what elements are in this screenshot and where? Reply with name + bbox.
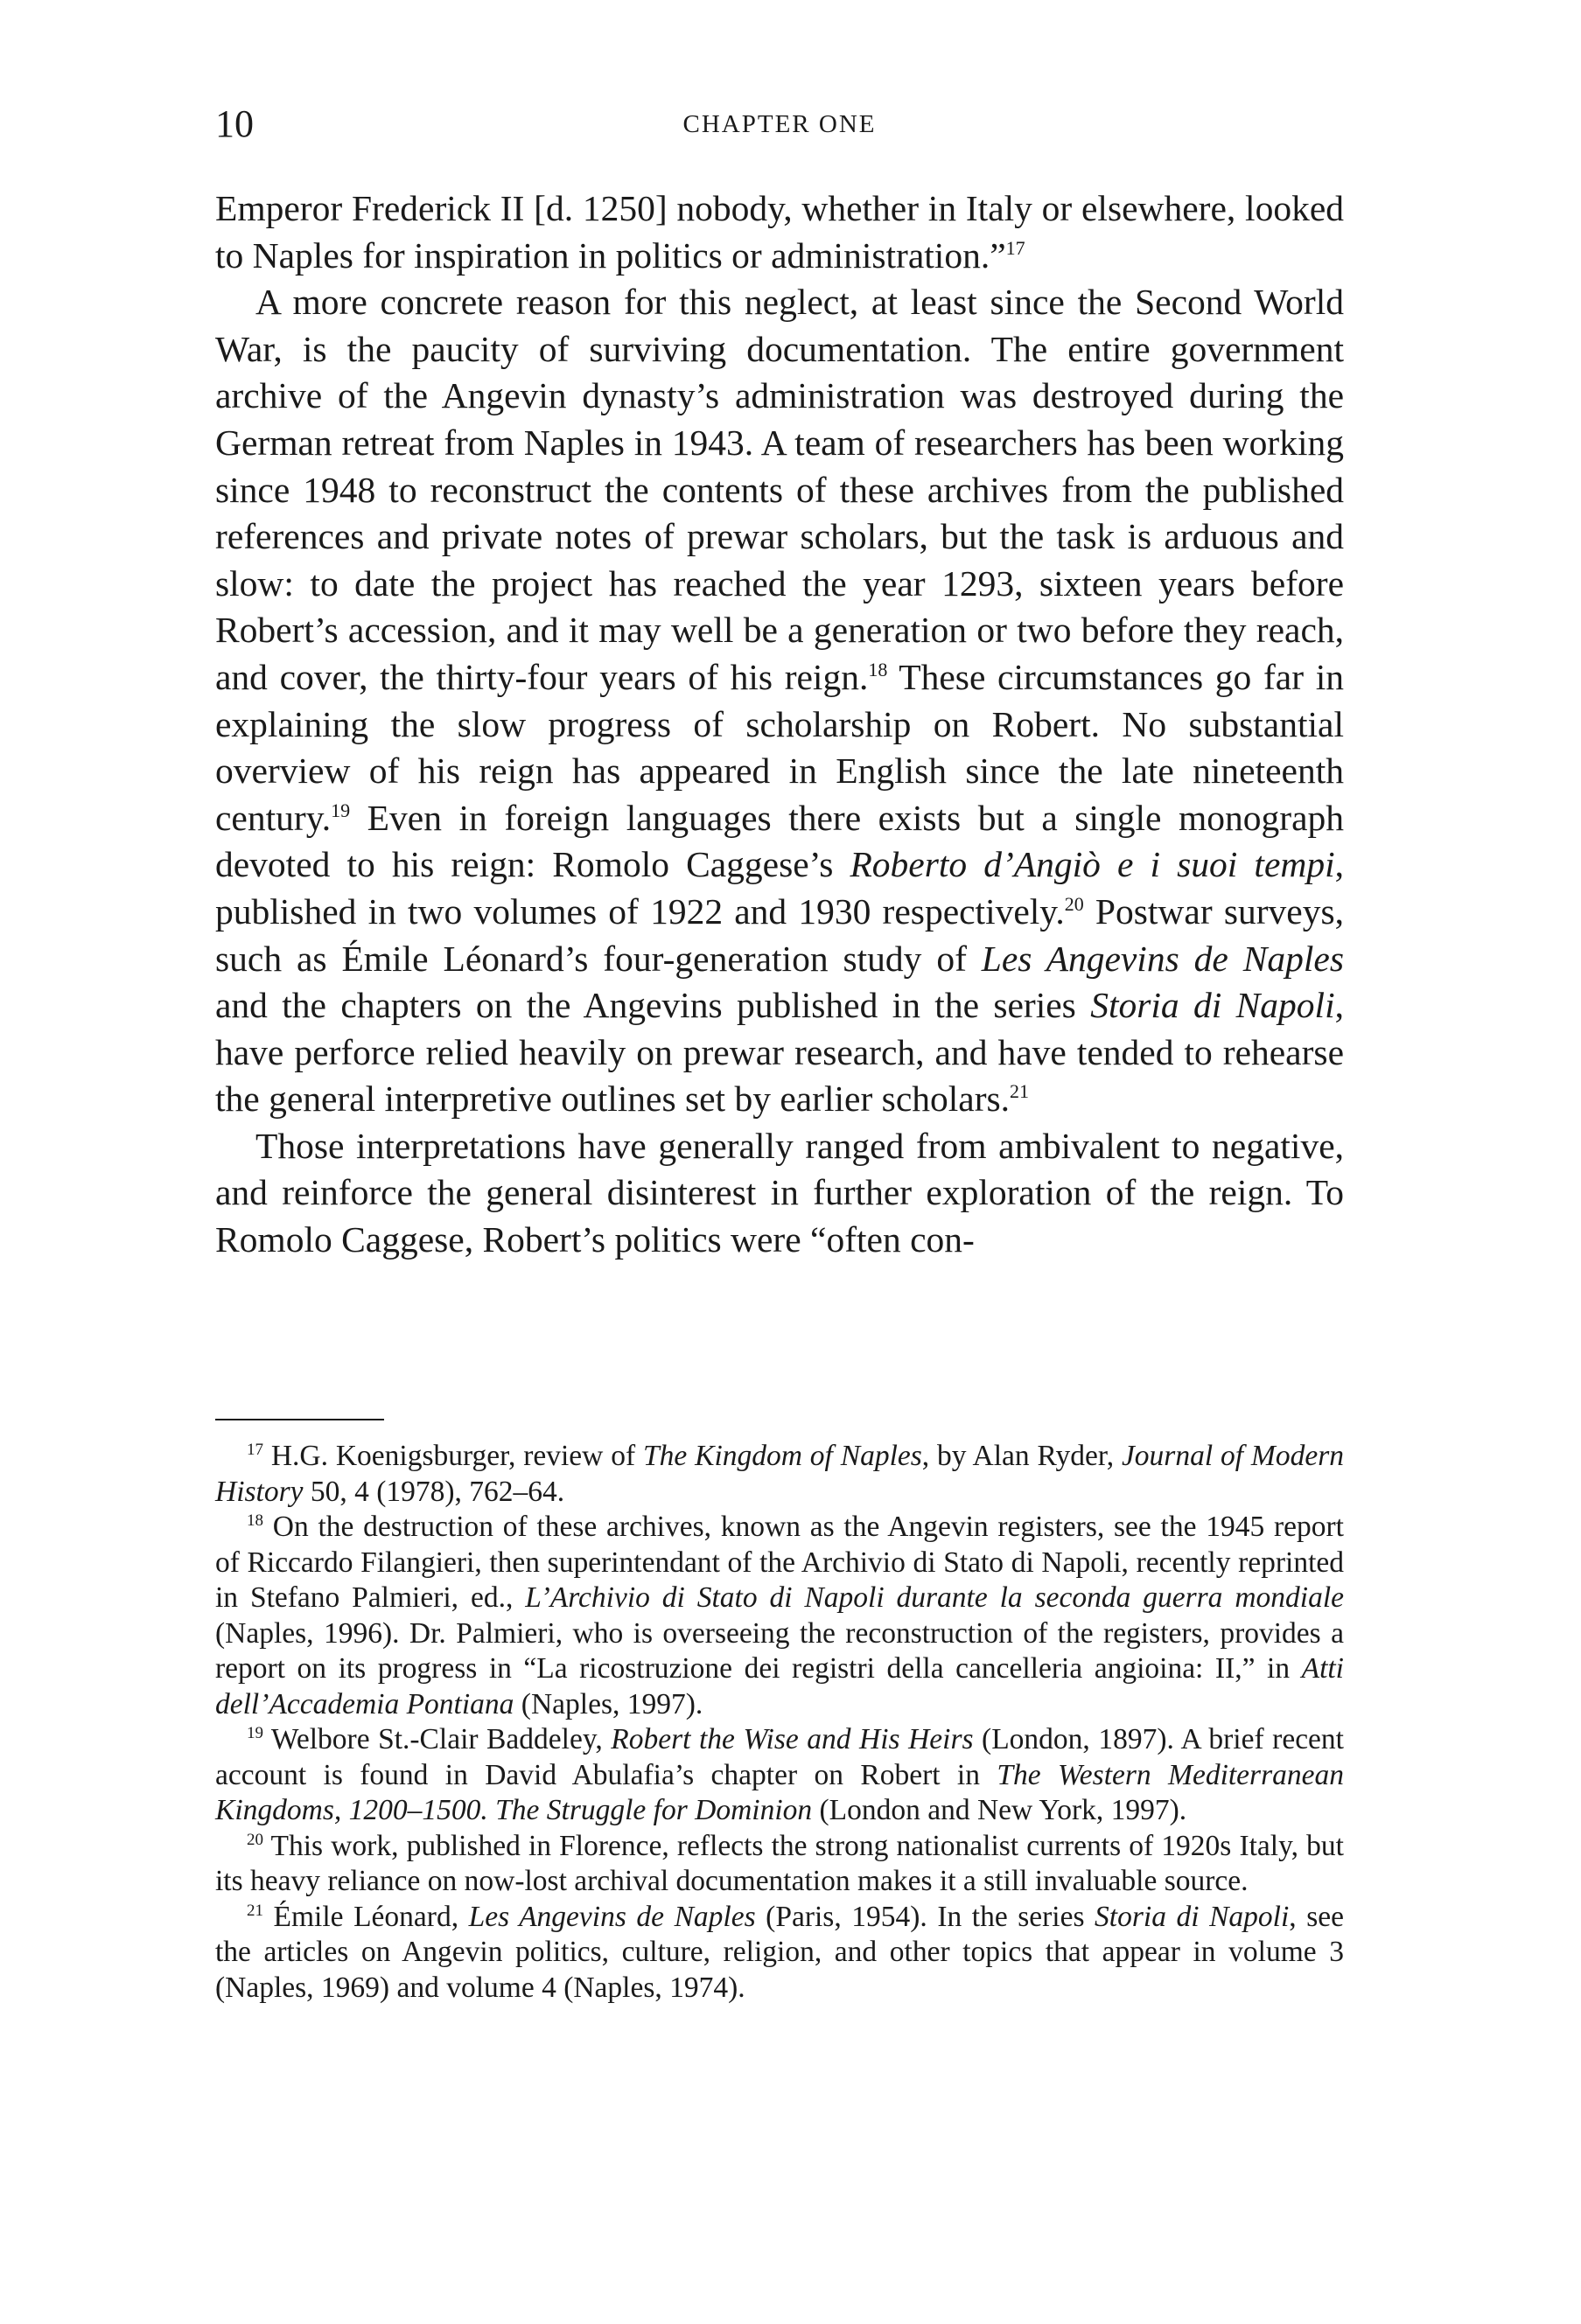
footnote-number: 18 (247, 1511, 263, 1530)
text-run: and the chapters on the Angevins published in the series (215, 985, 1091, 1026)
running-head (215, 98, 1344, 150)
text-run: 50, 4 (1978), 762–64. (303, 1475, 565, 1508)
footnote-number: 17 (247, 1440, 263, 1459)
text-run: Welbore St.-Clair Baddeley, (263, 1723, 612, 1755)
text-run: (Naples, 1997). (514, 1687, 703, 1720)
text-run: , see the articles on Angevin politics, culture, religion, and other topics that appear in volume 3 (Naples, 1969) and volume 4 (Naples, 1974). (215, 1900, 1344, 2004)
footnote-number: 19 (247, 1723, 263, 1742)
chapter-title: CHAPTER ONE (682, 110, 877, 138)
text-run: These circumstances go far in explaining the slow progress of scholarship on Robert. No substantial overview of his reign has appeared in English since the late nineteenth century. (215, 656, 1344, 838)
book-title: Les Angevins de Naples (468, 1900, 756, 1933)
footnote-19 (215, 1722, 1344, 1829)
journal-title: Journal of Modern History (215, 1440, 1344, 1508)
text-run: Postwar surveys, such as Émile Léonard’s four-generation study of (215, 890, 1345, 979)
series-title: Storia di Napoli (1095, 1900, 1290, 1933)
footnote-20 (215, 1829, 1344, 1900)
journal-title: Atti dell’Accademia Pontiana (215, 1652, 1344, 1720)
book-title: Les Angevins de Naples (981, 938, 1344, 979)
footnote-number: 20 (247, 1830, 263, 1849)
text-run: This work, published in Florence, reflects the strong nationalist currents of 1920s Italy, but its heavy reliance on now-lost archival documentation makes it a still invaluable source. (215, 1829, 1344, 1897)
footnote-number: 21 (247, 1901, 263, 1920)
paragraph-interpretations (215, 1123, 1344, 1264)
footnote-18 (215, 1510, 1344, 1722)
text-run: A more concrete reason for this neglect, at least since the Second World War, is the paucity of surviving documentation. The entire government archive of the Angevin dynasty’s administration was destroyed during the German retreat from Naples in 1943. A team of researchers has been working since 1948 to reconstruct the contents of these archives from the published references and private notes of prewar scholars, but the task is arduous and slow: to date the project has reached the year 1293, sixteen years before Robert’s accession, and it may well be a generation or two before they reach, and cover, the thirty-four years of his reign. (215, 282, 1344, 697)
series-title: Storia di Napoli (1090, 985, 1335, 1026)
footnotes (215, 1439, 1344, 2006)
footnote-ref-17[interactable]: 17 (1005, 236, 1025, 259)
footnote-ref-21[interactable]: 21 (1010, 1080, 1030, 1103)
footnote-21 (215, 1900, 1344, 2006)
footnote-ref-19[interactable]: 19 (331, 799, 351, 821)
paragraph-continued (215, 185, 1344, 279)
book-title: Roberto d’Angiò e i suoi tempi (850, 844, 1335, 885)
text-run: Émile Léonard, (263, 1900, 469, 1933)
footnote-divider (215, 1419, 384, 1420)
text-run: On the destruction of these archives, known as the Angevin registers, see the 1945 report of Riccardo Filangieri, then superintendant of the Archivio di Stato di Napoli, recently reprinted in Stefano Palmieri, ed., (215, 1511, 1344, 1614)
text-run: , by Alan Ryder, (921, 1440, 1122, 1472)
text-run: Even in foreign languages there exists but a single monograph devoted to his reign: Romolo Caggese’s (215, 797, 1344, 885)
text-run: Those interpretations have generally ranged from ambivalent to negative, and reinforce the general disinterest in further exploration of the reign. To Romolo Caggese, Robert’s politics were “often con- (215, 1125, 1344, 1260)
paragraph-documentation (215, 279, 1344, 1123)
text-run: , published in two volumes of 1922 and 1930 respectively. (215, 844, 1344, 932)
footnote-17 (215, 1439, 1344, 1510)
footnote-ref-18[interactable]: 18 (868, 659, 888, 681)
text-run: H.G. Koenigsburger, review of (263, 1440, 643, 1472)
footnote-ref-20[interactable]: 20 (1064, 893, 1084, 916)
text-run: Emperor Frederick II [d. 1250] nobody, whether in Italy or elsewhere, looked to Naples for inspiration in politics or administration.” (215, 188, 1344, 276)
book-title: L’Archivio di Stato di Napoli durante la seconda guerra mondiale (525, 1581, 1345, 1614)
page-number: 10 (215, 102, 254, 145)
book-title: The Western Mediterranean Kingdoms, 1200–1500. The Struggle for Dominion (215, 1758, 1344, 1826)
text-run: , have perforce relied heavily on prewar research, and have tended to rehearse the general interpretive outlines set by earlier scholars. (215, 985, 1344, 1120)
book-title: Robert the Wise and His Heirs (611, 1723, 974, 1755)
body-text (215, 185, 1344, 1264)
text-run: (London and New York, 1997). (812, 1794, 1187, 1826)
text-run: (Paris, 1954). In the series (755, 1900, 1095, 1933)
text-run: (London, 1897). A brief recent account is found in David Abulafia’s chapter on Robert in (215, 1723, 1344, 1791)
book-title: The Kingdom of Naples (643, 1440, 922, 1472)
text-run: (Naples, 1996). Dr. Palmieri, who is overseeing the reconstruction of the registers, provides a report on its progress in “La ricostruzione dei registri della cancelleria angioina: II,” in (215, 1616, 1344, 1685)
